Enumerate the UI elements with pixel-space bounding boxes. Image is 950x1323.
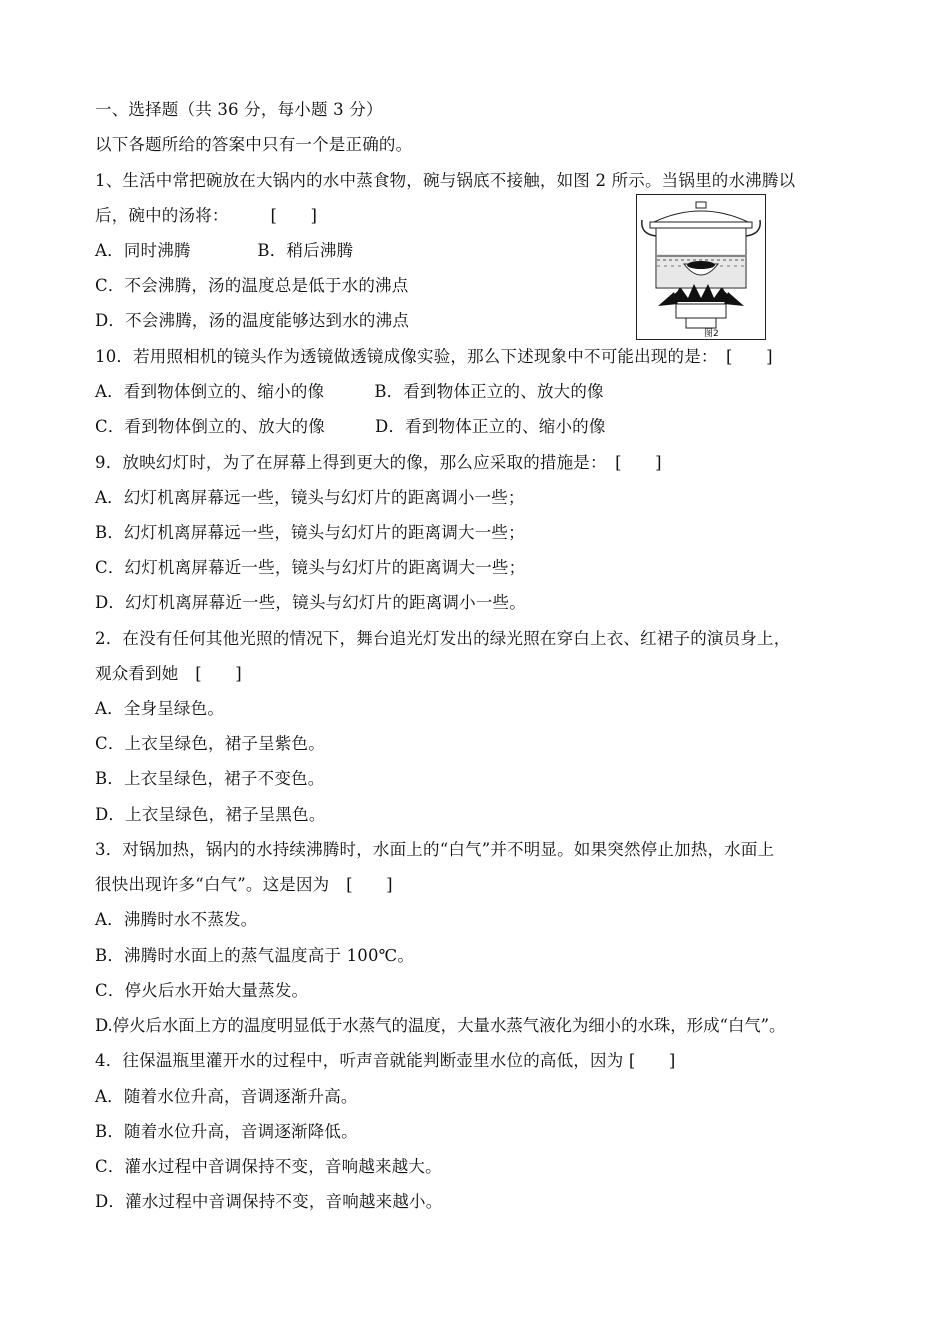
question-9-stem: 9．放映幻灯时，为了在屏幕上得到更大的像，那么应采取的措施是： [ ] bbox=[95, 453, 662, 472]
question-3-option-d: D.停火后水面上方的温度明显低于水蒸气的温度，大量水蒸气液化为细小的水珠，形成“白气”。 bbox=[95, 1016, 786, 1035]
question-4-option-d: D．灌水过程中音调保持不变，音响越来越小。 bbox=[95, 1192, 443, 1211]
question-2-stem-line-1: 2．在没有任何其他光照的情况下，舞台追光灯发出的绿光照在穿白上衣、红裙子的演员身上， bbox=[95, 629, 791, 648]
question-1-options-ab: A．同时沸腾 B．稍后沸腾 bbox=[95, 241, 354, 260]
question-2-option-a: A．全身呈绿色。 bbox=[95, 699, 225, 718]
question-9-option-a: A．幻灯机离屏幕远一些，镜头与幻灯片的距离调小一些； bbox=[95, 488, 525, 507]
question-3-option-c: C．停火后水开始大量蒸发。 bbox=[95, 981, 309, 1000]
question-1-option-c: C．不会沸腾，汤的温度总是低于水的沸点 bbox=[95, 276, 409, 295]
question-4-option-b: B．随着水位升高，音调逐渐降低。 bbox=[95, 1122, 358, 1141]
question-1-option-d: D．不会沸腾，汤的温度能够达到水的沸点 bbox=[95, 311, 410, 330]
question-4-option-c: C．灌水过程中音调保持不变，音响越来越大。 bbox=[95, 1157, 442, 1176]
question-2-option-d: D．上衣呈绿色，裙子呈黑色。 bbox=[95, 805, 326, 824]
question-10-stem: 10．若用照相机的镜头作为透镜做透镜成像实验，那么下述现象中不可能出现的是： [ ] bbox=[95, 347, 773, 366]
figure-caption: 图2 bbox=[704, 329, 719, 339]
pot-steaming-figure bbox=[636, 194, 766, 340]
pot-illustration-icon bbox=[636, 194, 766, 340]
question-4-option-a: A．随着水位升高，音调逐渐升高。 bbox=[95, 1087, 358, 1106]
question-9-option-b: B．幻灯机离屏幕远一些，镜头与幻灯片的距离调大一些； bbox=[95, 523, 525, 542]
section-title: 一、选择题（共 36 分，每小题 3 分） bbox=[95, 100, 383, 119]
question-3-stem-line-1: 3．对锅加热，锅内的水持续沸腾时，水面上的“白气”并不明显。如果突然停止加热，水面上 bbox=[95, 840, 775, 859]
question-3-option-a: A．沸腾时水不蒸发。 bbox=[95, 910, 258, 929]
section-instruction: 以下各题所给的答案中只有一个是正确的。 bbox=[95, 135, 413, 154]
question-2-option-b: B．上衣呈绿色，裙子不变色。 bbox=[95, 769, 325, 788]
question-3-stem-line-2: 很快出现许多“白气”。这是因为 [ ] bbox=[95, 875, 393, 894]
question-10-options-cd: C．看到物体倒立的、放大的像 D．看到物体正立的、缩小的像 bbox=[95, 417, 606, 436]
question-3-option-b: B．沸腾时水面上的蒸气温度高于 100℃。 bbox=[95, 946, 415, 965]
question-1-stem-line-2: 后，碗中的汤将： [ ] bbox=[95, 206, 318, 225]
question-9-option-c: C．幻灯机离屏幕近一些，镜头与幻灯片的距离调大一些； bbox=[95, 558, 526, 577]
question-9-option-d: D．幻灯机离屏幕近一些，镜头与幻灯片的距离调小一些。 bbox=[95, 593, 526, 612]
question-2-option-c: C．上衣呈绿色，裙子呈紫色。 bbox=[95, 734, 325, 753]
question-2-stem-line-2: 观众看到她 [ ] bbox=[95, 664, 242, 683]
question-10-options-ab: A．看到物体倒立的、缩小的像 B．看到物体正立的、放大的像 bbox=[95, 382, 604, 401]
question-4-stem: 4．往保温瓶里灌开水的过程中，听声音就能判断壶里水位的高低，因为 [ ] bbox=[95, 1051, 676, 1070]
question-1-stem-line-1: 1、生活中常把碗放在大锅内的水中蒸食物，碗与锅底不接触，如图 2 所示。当锅里的水沸腾以 bbox=[95, 171, 796, 190]
